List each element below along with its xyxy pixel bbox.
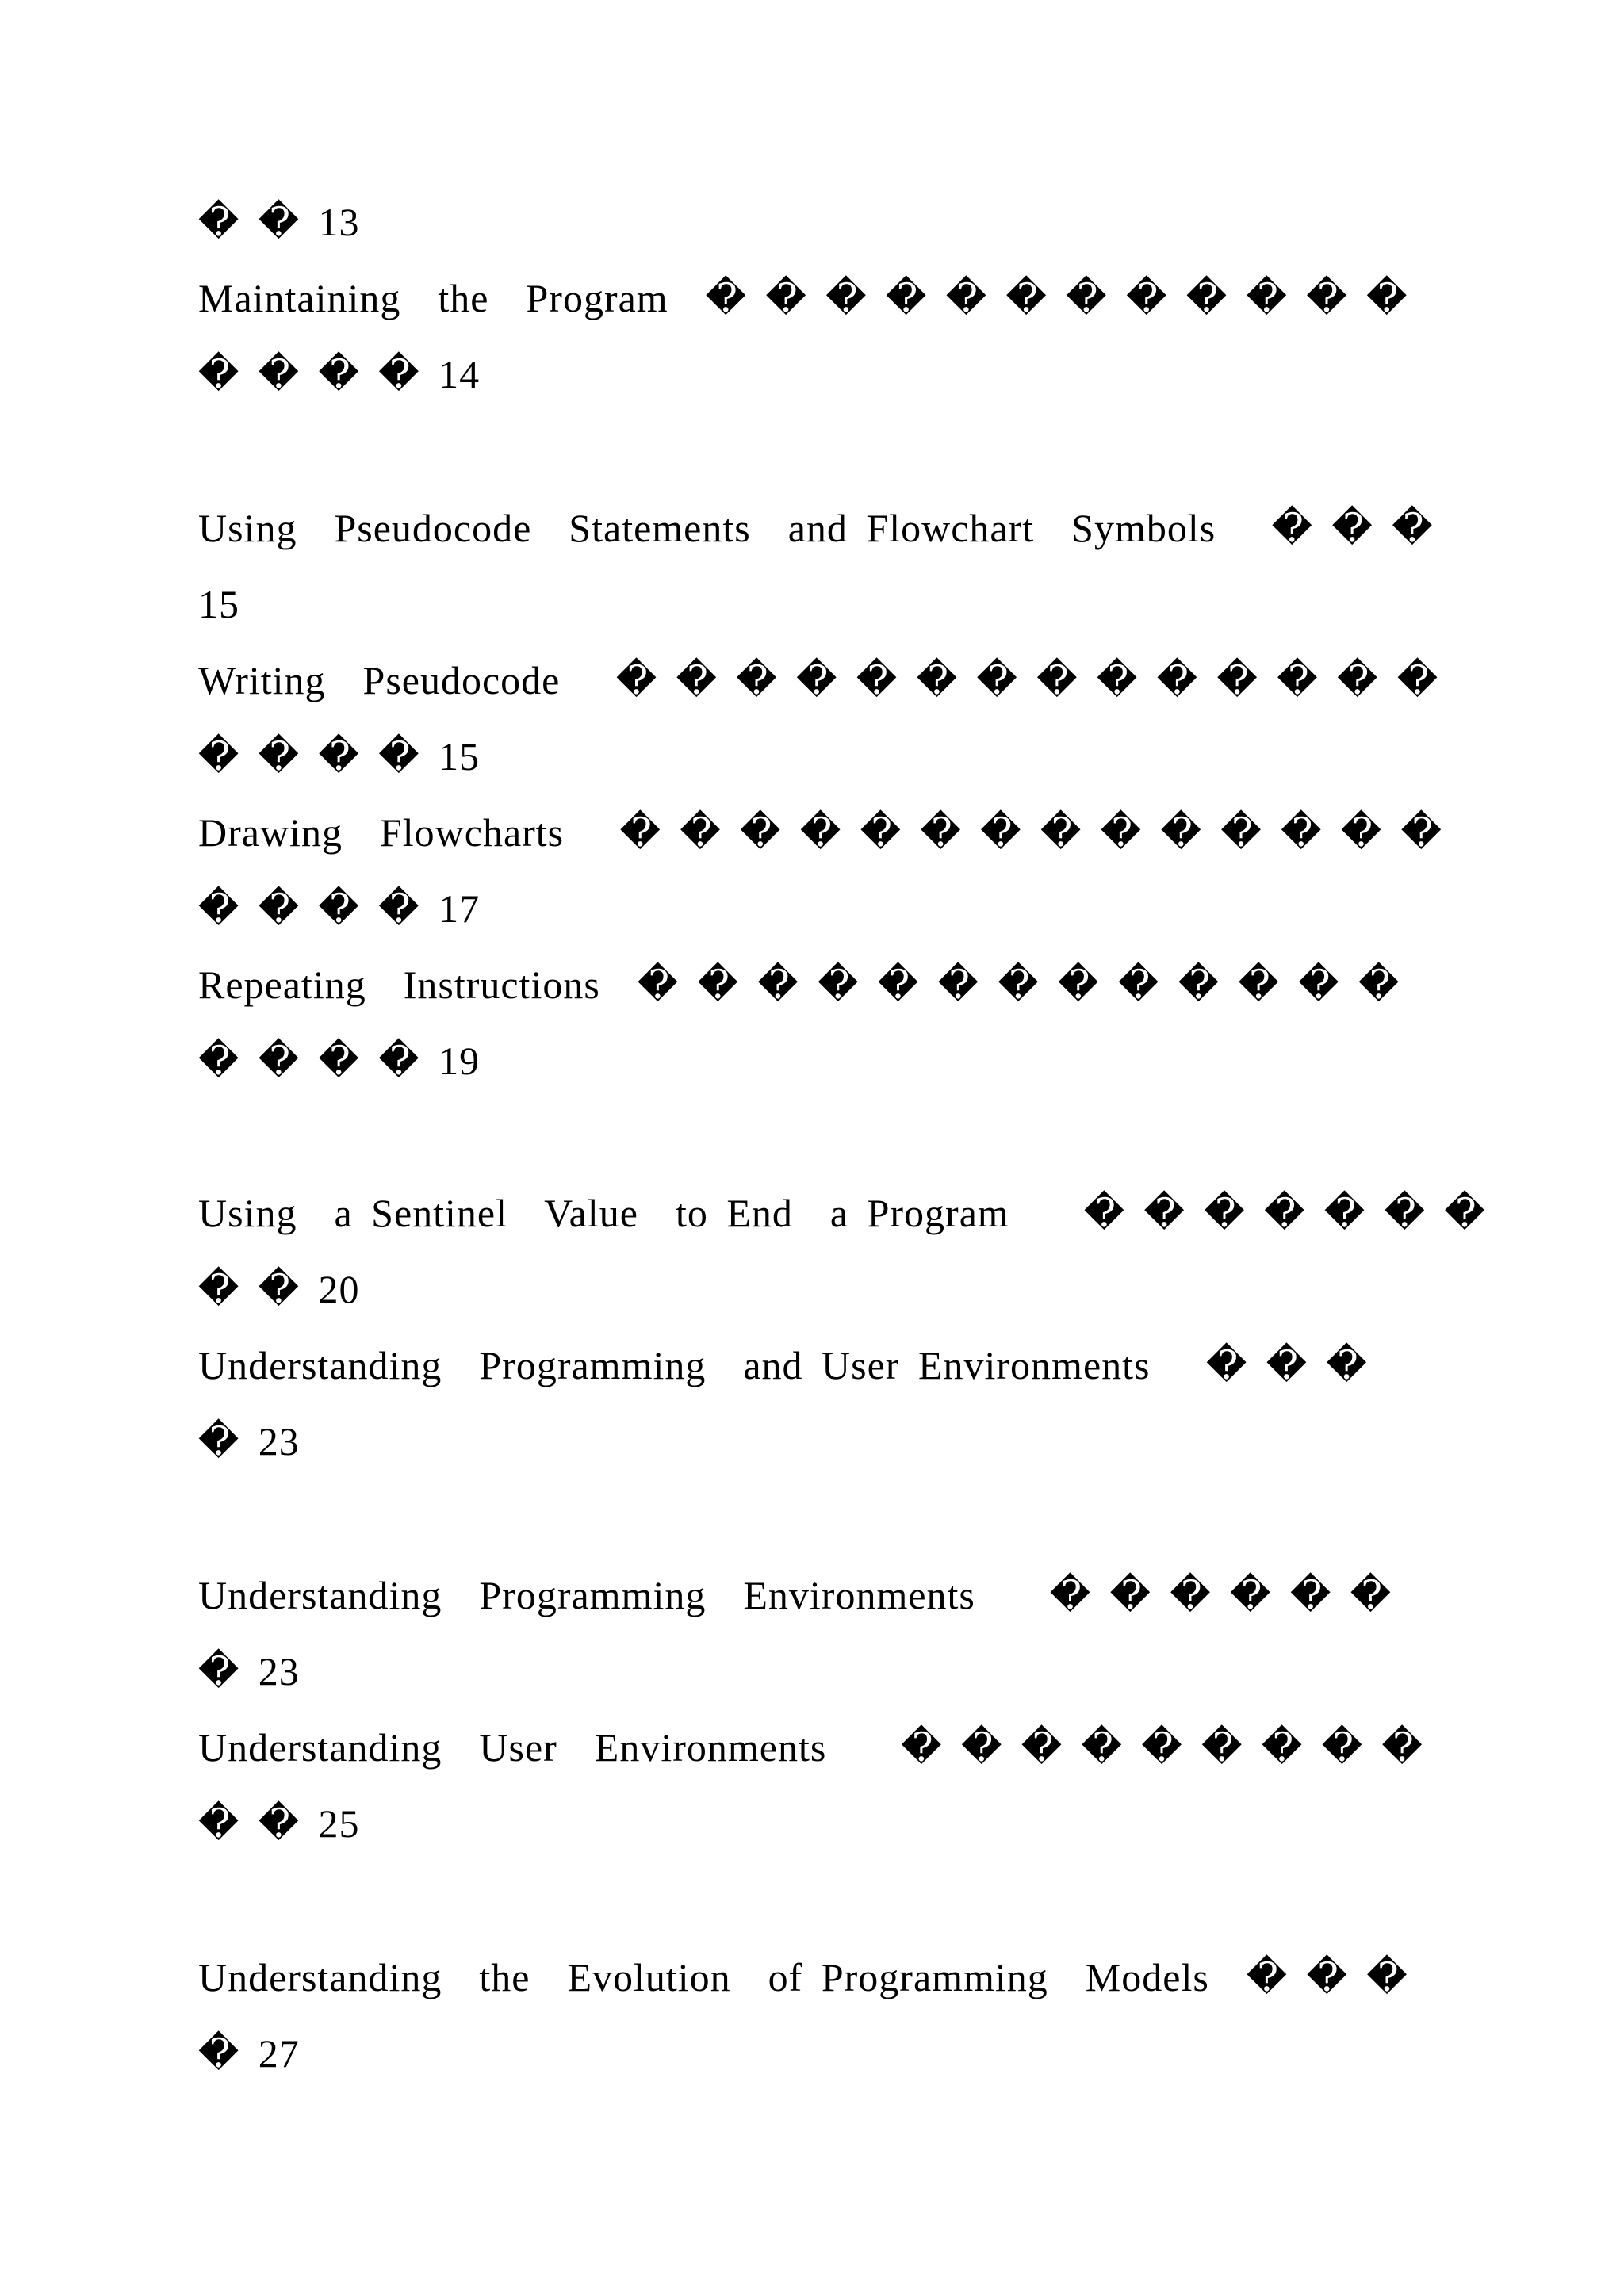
toc-line-continuation: � � � � 19 — [198, 1039, 481, 1083]
toc-line-continuation: � � � � 14 — [198, 352, 481, 396]
toc-entry-programming-environments: Understanding Programming Environments � � � � � � — [198, 1573, 1392, 1617]
toc-entry-sentinel-value: Using a Sentinel Value to End a Program � � � � � � � — [198, 1191, 1486, 1235]
toc-line-continuation: � � � � 15 — [198, 734, 481, 779]
toc-entry-evolution-of-programming-models: Understanding the Evolution of Programming Models � � � — [198, 1955, 1408, 1999]
toc-line-continuation: � � � � 17 — [198, 886, 481, 931]
toc-line-continuation: � � 13 — [198, 200, 360, 244]
toc-entry-using-pseudocode-statements: Using Pseudocode Statements and Flowchart Symbols � � � — [198, 506, 1434, 550]
toc-entry-maintaining-the-program: Maintaining the Program � � � � � � � � � � � � — [198, 276, 1408, 320]
toc-entry-user-environments: Understanding User Environments � � � � � � � � � — [198, 1725, 1423, 1770]
toc-line-continuation: � 23 — [198, 1649, 300, 1693]
toc-entry-repeating-instructions: Repeating Instructions � � � � � � � � � � � � � — [198, 962, 1400, 1007]
toc-line-continuation: 15 — [198, 582, 239, 626]
toc-line-continuation: � � 25 — [198, 1801, 360, 1846]
toc-line-continuation: � � 20 — [198, 1267, 360, 1311]
toc-entry-drawing-flowcharts: Drawing Flowcharts � � � � � � � � � � � � � � — [198, 810, 1442, 855]
toc-line-continuation: � 23 — [198, 1419, 300, 1464]
toc-entry-programming-and-user-environments: Understanding Programming and User Environments � � � — [198, 1343, 1368, 1387]
toc-line-continuation: � 27 — [198, 2031, 300, 2076]
toc-entry-writing-pseudocode: Writing Pseudocode � � � � � � � � � � � � � � — [198, 658, 1439, 702]
